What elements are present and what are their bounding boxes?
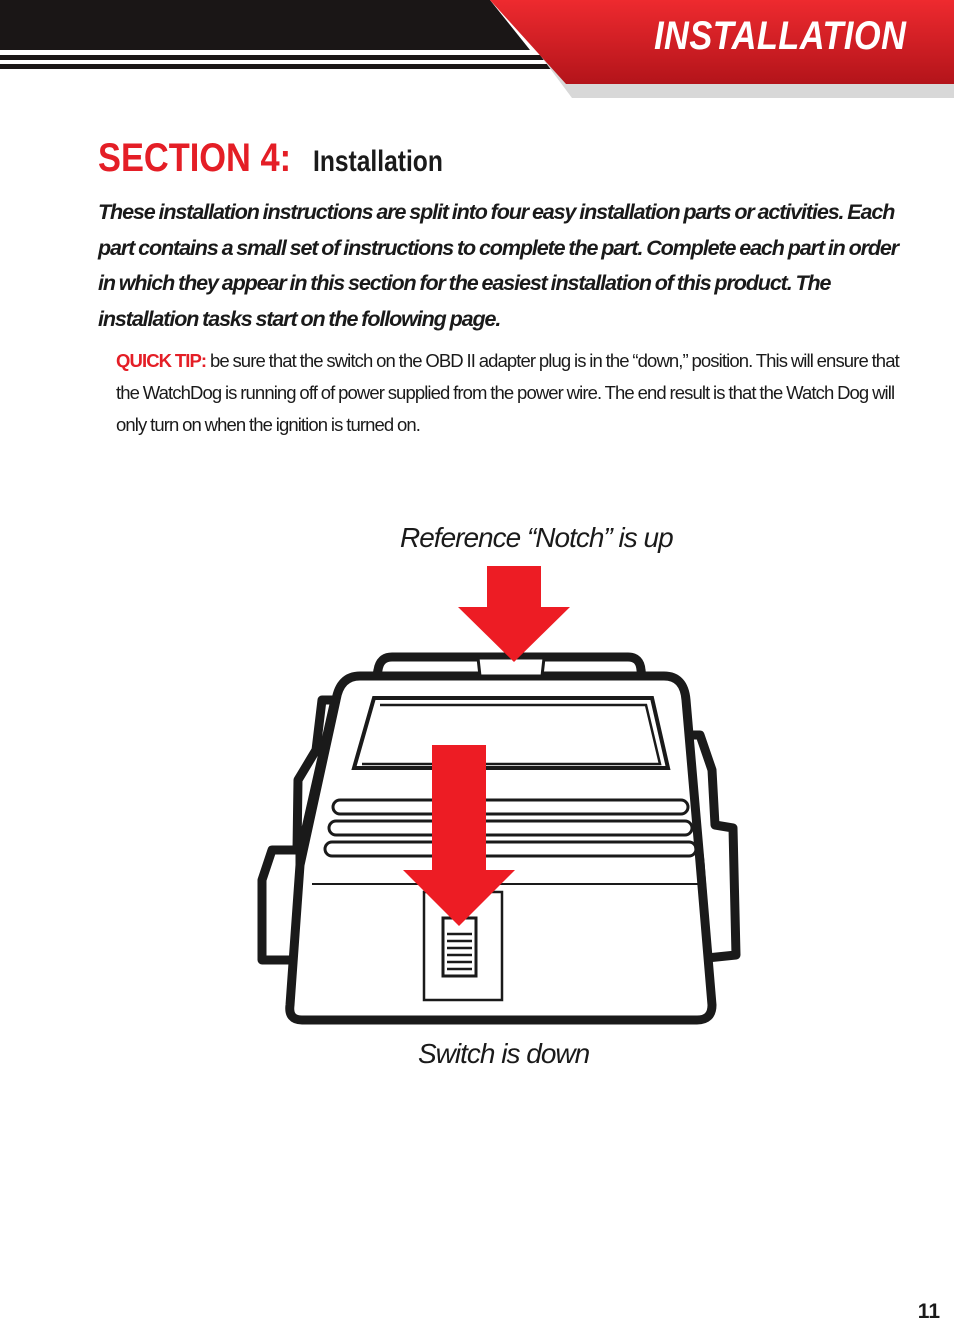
caption-notch: Reference “Notch” is up (400, 522, 673, 553)
caption-switch: Switch is down (418, 1038, 590, 1069)
section-name: Installation (313, 145, 444, 178)
header-stripe (0, 55, 545, 60)
intro-paragraph: These installation instructions are split into four easy installation parts or activities. Each part contains a small set of instructions to complete the part. Complete each part in order in which they appear in this section for the easiest installation of this product. The installation tasks start on the following page. (98, 200, 899, 331)
adapter-window (354, 698, 668, 768)
header-title: INSTALLATION (653, 14, 906, 58)
quick-tip (116, 345, 908, 441)
reference-notch (478, 658, 544, 676)
obd-adapter-illustration (250, 560, 750, 1040)
arrow-down-notch (458, 566, 570, 662)
quick-tip-text: be sure that the switch on the OBD II adapter plug is in the “down,” position. This will ensure that the WatchDog is running off of power supplied from the power wire. The end result is that the Watch Dog will only turn on when the ignition is turned on. (116, 350, 899, 435)
section-label: SECTION 4: (98, 136, 292, 180)
header-black-bar (0, 0, 530, 50)
quick-tip-label: QUICK TIP: (116, 350, 207, 371)
header-stripe (0, 64, 555, 69)
section-heading (98, 136, 472, 181)
page-number: 11 (917, 1300, 940, 1323)
